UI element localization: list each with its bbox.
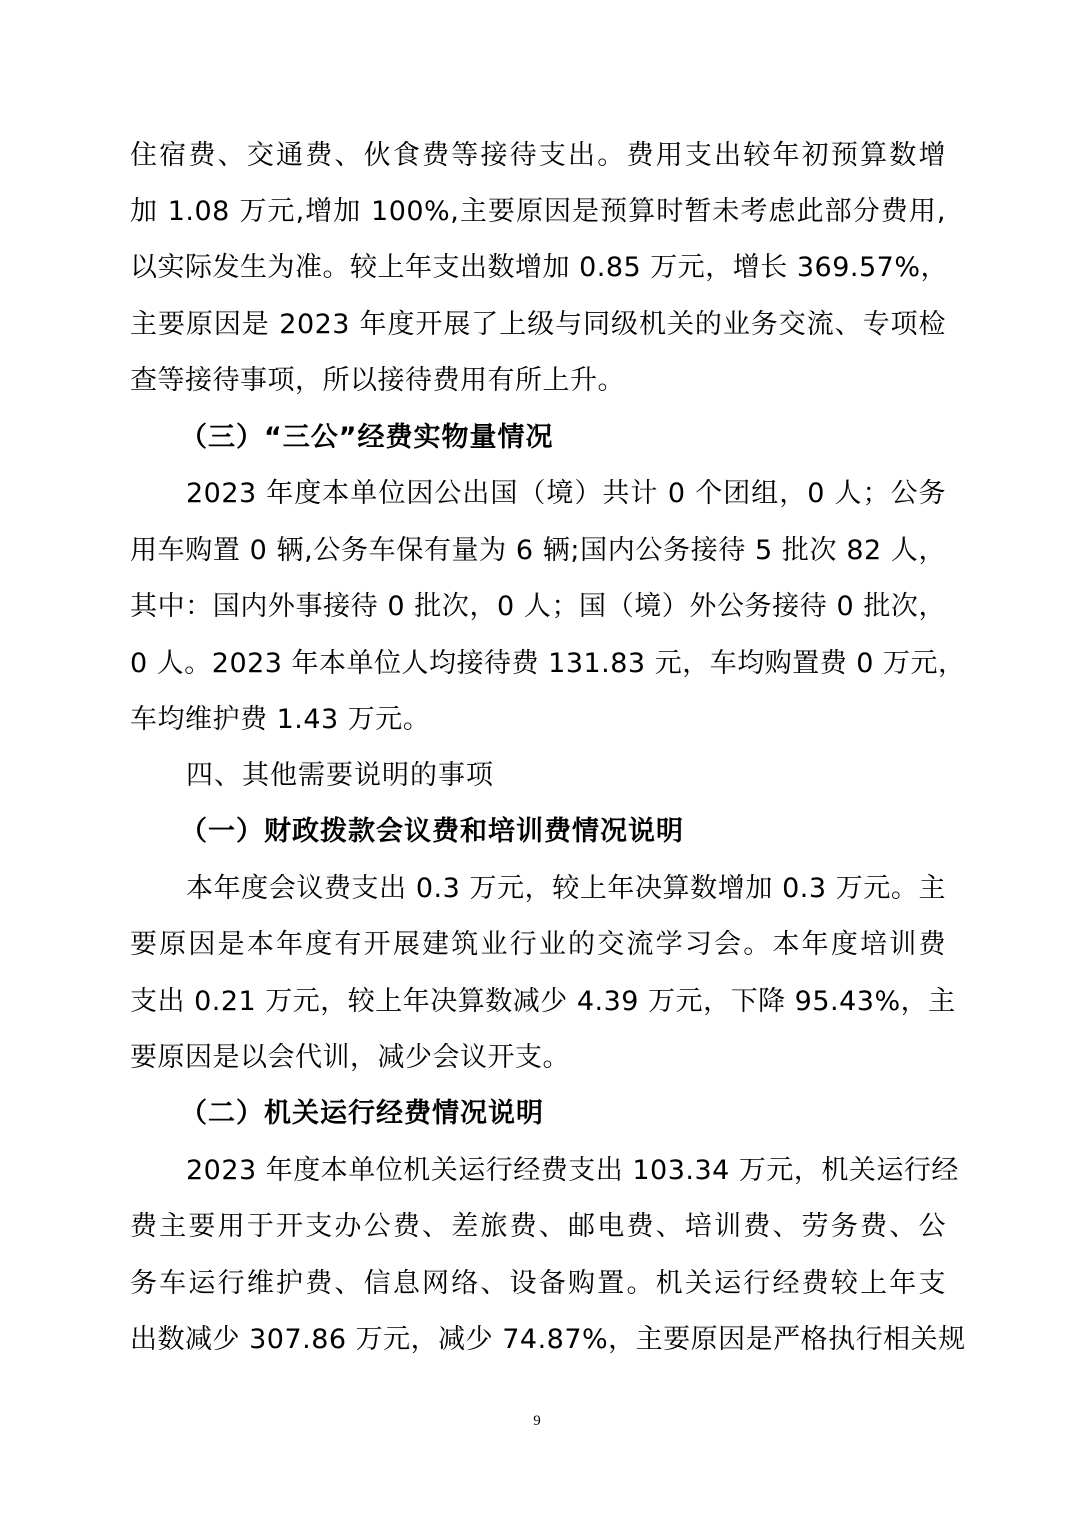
paragraph-line: 查等接待事项，所以接待费用有所上升。 (130, 365, 625, 396)
paragraph-line: 出数减少 307.86 万元，减少 74.87%，主要原因是严格执行相关规 (130, 1324, 966, 1355)
section-heading-two: （二）机关运行经费情况说明 (180, 1098, 544, 1129)
paragraph-line: 车均维护费 1.43 万元。 (130, 704, 431, 735)
paragraph-line: 本年度会议费支出 0.3 万元，较上年决算数增加 0.3 万元。主 (186, 873, 946, 904)
page-number: 9 (533, 1413, 541, 1429)
section-heading-one: （一）财政拨款会议费和培训费情况说明 (180, 816, 684, 847)
paragraph-line: 支出 0.21 万元，较上年决算数减少 4.39 万元，下降 95.43%，主 (130, 986, 956, 1017)
paragraph-line: 要原因是本年度有开展建筑业行业的交流学习会。本年度培训费 (130, 929, 946, 960)
paragraph-line: 2023 年度本单位因公出国（境）共计 0 个团组，0 人；公务 (186, 478, 946, 509)
section-heading-four: 四、其他需要说明的事项 (186, 760, 494, 791)
section-heading-sanguan: （三）“三公”经费实物量情况 (180, 422, 554, 453)
paragraph-line: 加 1.08 万元,增加 100%,主要原因是预算时暂未考虑此部分费用, (130, 196, 946, 227)
paragraph-line: 住宿费、交通费、伙食费等接待支出。费用支出较年初预算数增 (130, 140, 946, 171)
paragraph-line: 务车运行维护费、信息网络、设备购置。机关运行经费较上年支 (130, 1268, 946, 1299)
paragraph-line: 主要原因是 2023 年度开展了上级与同级机关的业务交流、专项检 (130, 309, 946, 340)
paragraph-line: 以实际发生为准。较上年支出数增加 0.85 万元，增长 369.57%， (130, 252, 948, 283)
paragraph-line: 其中：国内外事接待 0 批次，0 人；国（境）外公务接待 0 批次， (130, 591, 946, 622)
paragraph-line: 用车购置 0 辆,公务车保有量为 6 辆;国内公务接待 5 批次 82 人， (130, 535, 946, 566)
paragraph-line: 2023 年度本单位机关运行经费支出 103.34 万元，机关运行经 (186, 1155, 959, 1186)
paragraph-line: 费主要用于开支办公费、差旅费、邮电费、培训费、劳务费、公 (130, 1211, 946, 1242)
paragraph-line: 要原因是以会代训，减少会议开支。 (130, 1042, 570, 1073)
paragraph-line: 0 人。2023 年本单位人均接待费 131.83 元，车均购置费 0 万元， (130, 648, 966, 679)
